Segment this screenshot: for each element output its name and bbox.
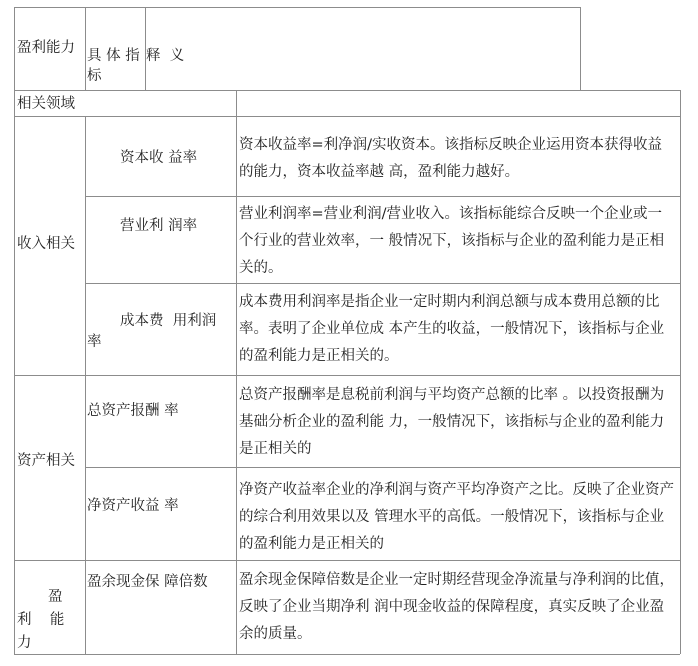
definition-capital-return: 资本收益率=利净润/实收资本。该指标反映企业运用资本获得收益的能力，资本收益率越 高，盈利能力越好。 bbox=[239, 137, 663, 180]
grid-line bbox=[85, 7, 86, 90]
grid-line bbox=[14, 7, 15, 654]
grid-line bbox=[14, 7, 580, 8]
definition-roe: 净资产收益率企业的净利润与资产平均净资产之比。反映了企业资产的综合利用效果以及 管理水平的高低。一般情况下，该指标与企业的盈利能力是正相关的 bbox=[239, 482, 674, 552]
header-profitability: 盈利能力 bbox=[17, 40, 75, 56]
indicator-roe: 净资产收益 率 bbox=[87, 498, 179, 514]
related-field-label: 相关领域 bbox=[17, 96, 75, 112]
definition-cash-coverage: 盈余现金保障倍数是企业一定时期经营现金净流量与净利润的比值，反映了企业当期净利 润中现金收益的保障程度，真实反映了企业盈余的质量。 bbox=[239, 572, 674, 642]
indicator-operating-margin: 营业利 润率 bbox=[120, 218, 198, 234]
header-definition: 释 义 bbox=[146, 48, 185, 64]
group-label-revenue: 收入相关 bbox=[17, 236, 75, 252]
indicator-cost-profit-ratio: 成本费 用利润 bbox=[120, 313, 217, 329]
group-label-assets: 资产相关 bbox=[17, 453, 75, 469]
grid-line bbox=[14, 90, 680, 91]
grid-line bbox=[85, 116, 86, 654]
indicator-cost-profit-ratio-cont: 率 bbox=[87, 334, 102, 350]
grid-line bbox=[85, 196, 680, 197]
header-indicator: 具 体 指 bbox=[87, 48, 140, 64]
indicator-capital-return: 资本收 益率 bbox=[120, 150, 198, 166]
grid-line bbox=[236, 90, 237, 654]
definition-operating-margin: 营业利润率=营业利润/营业收入。该指标能综合反映一个企业或一个行业的营业效率，一 般情况下，该指标与企业的盈利能力是正相关的。 bbox=[239, 206, 665, 276]
grid-line bbox=[580, 7, 581, 90]
definition-roa: 总资产报酬率是息税前利润与平均资产总额的比率 。以投资报酬为基础分析企业的盈利能 力，一般情况下，该指标与企业的盈利能力是正相关的 bbox=[239, 387, 665, 457]
indicator-roa: 总资产报酬 率 bbox=[87, 403, 179, 419]
indicator-cash-coverage: 盈余现金保 障倍数 bbox=[87, 574, 208, 590]
header-indicator-cont: 标 bbox=[87, 68, 102, 84]
grid-line bbox=[14, 654, 680, 655]
grid-line bbox=[14, 375, 680, 376]
grid-line bbox=[680, 90, 681, 654]
definition-cost-profit-ratio: 成本费用利润率是指企业一定时期内利润总额与成本费用总额的比率。表明了企业单位成 本产生的收益，一般情况下，该指标与企业的盈利能力是正相关的。 bbox=[239, 294, 665, 364]
grid-line bbox=[14, 560, 680, 561]
grid-line bbox=[85, 467, 680, 468]
grid-line bbox=[14, 116, 680, 117]
grid-line bbox=[85, 283, 680, 284]
group-label-surplus-2: 利 能 bbox=[17, 612, 65, 628]
group-label-surplus-1: 盈 bbox=[48, 589, 63, 605]
group-label-surplus-3: 力 bbox=[17, 635, 32, 651]
